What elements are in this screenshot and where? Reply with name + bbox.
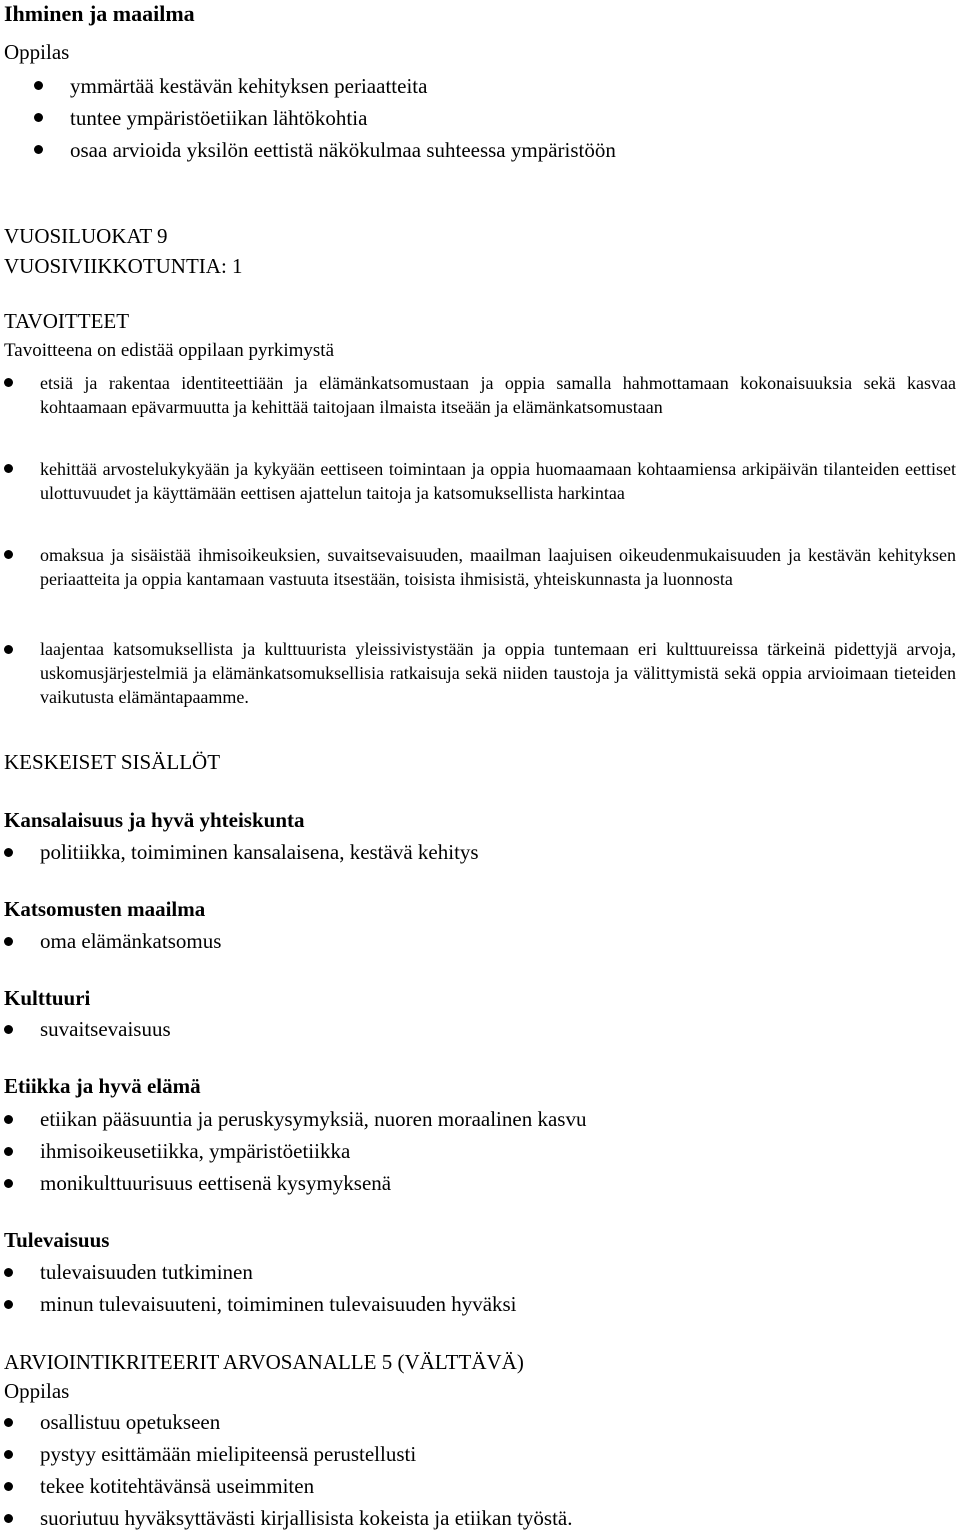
bullet-icon [4, 464, 13, 473]
bullet-icon [4, 937, 13, 946]
bullet-icon [4, 1300, 13, 1309]
bullet-icon [4, 1115, 13, 1124]
bullet-icon [4, 1418, 13, 1427]
oppilas-label: Oppilas [4, 40, 70, 64]
section-title: Kulttuuri [4, 986, 91, 1010]
bullet-icon [4, 1268, 13, 1277]
bullet-icon [4, 645, 13, 654]
bullet-icon [4, 1147, 13, 1156]
bullet-icon [4, 1482, 13, 1491]
tavoitteet-heading: TAVOITTEET [4, 309, 130, 333]
tavoitteet-intro: Tavoitteena on edistää oppilaan pyrkimystä [4, 340, 335, 361]
title: Ihminen ja maailma [4, 1, 195, 26]
section-title: Kansalaisuus ja hyvä yhteiskunta [4, 808, 305, 832]
section-title: Katsomusten maailma [4, 897, 206, 921]
bullet-icon [4, 1179, 13, 1188]
vuosiluokat: VUOSILUOKAT 9 [4, 224, 168, 248]
arviointi-heading: ARVIOINTIKRITEERIT ARVOSANALLE 5 (VÄLTTÄVÄ) [4, 1350, 524, 1374]
section-title: Etiikka ja hyvä elämä [4, 1074, 201, 1098]
vuosiviikkotuntia: VUOSIVIIKKOTUNTIA: 1 [4, 254, 243, 278]
bullet-icon [4, 550, 13, 559]
bullet-icon [34, 81, 43, 90]
section-title: Tulevaisuus [4, 1228, 110, 1252]
bullet-icon [4, 1025, 13, 1034]
bullet-icon [34, 113, 43, 122]
keskeiset-heading: KESKEISET SISÄLLÖT [4, 750, 221, 774]
bullet-icon [4, 378, 13, 387]
bullet-icon [4, 1514, 13, 1523]
bullet-icon [4, 1450, 13, 1459]
arviointi-oppilas: Oppilas [4, 1379, 70, 1403]
bullet-icon [4, 848, 13, 857]
bullet-icon [34, 145, 43, 154]
